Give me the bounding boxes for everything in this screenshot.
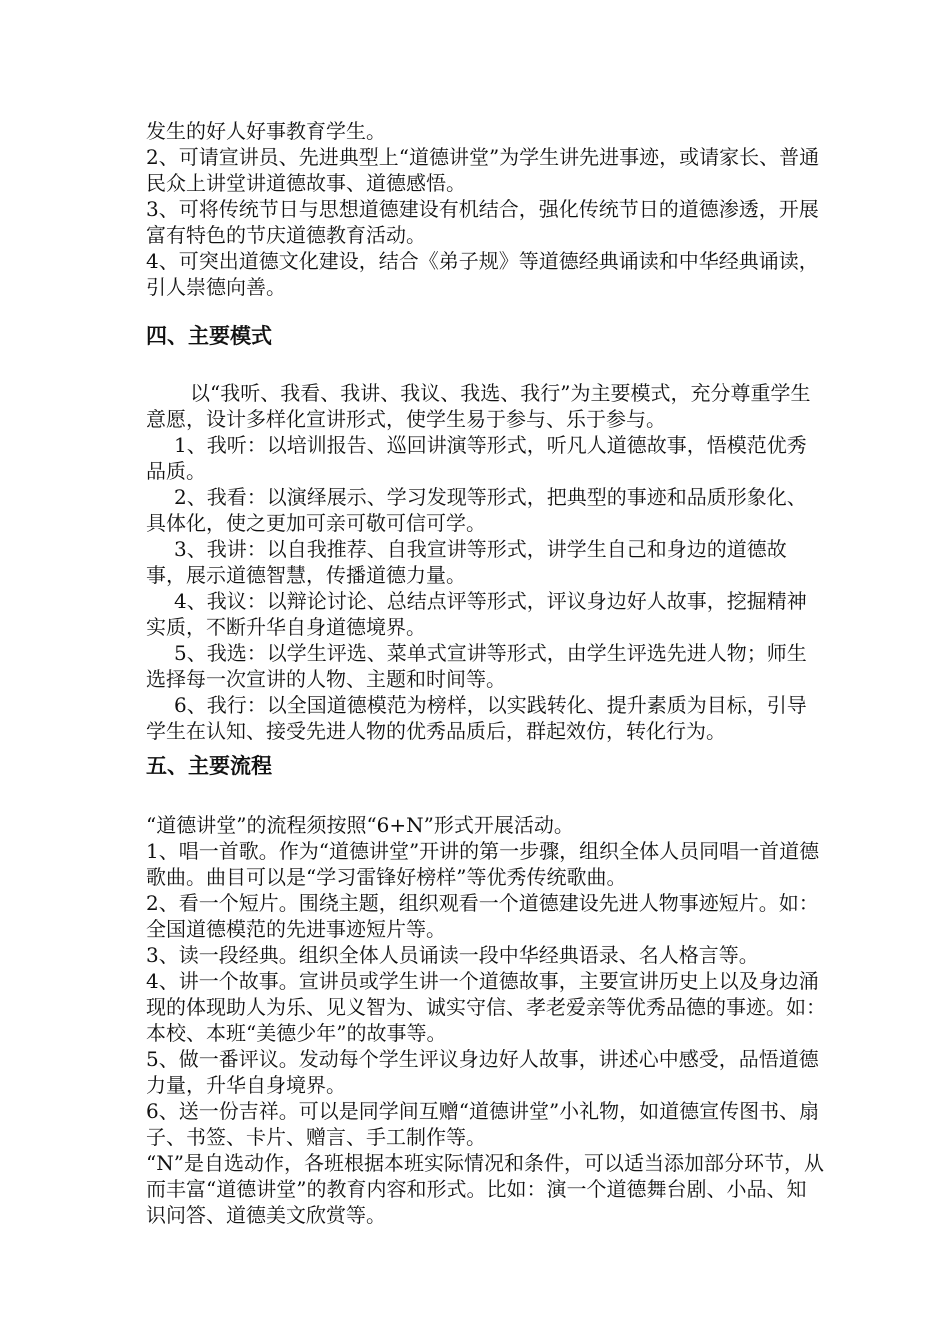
section4-heading: 四、主要模式 xyxy=(146,324,272,348)
paragraph: 3、可将传统节日与思想道德建设有机结合，强化传统节日的道德渗透，开展富有特色的节庆道德教育活动。 xyxy=(146,197,819,247)
list-item: 4、我议：以辩论讨论、总结点评等形式，评议身边好人故事，挖掘精神实质，不断升华自身道德境界。 xyxy=(146,589,807,639)
section5-heading: 五、主要流程 xyxy=(146,754,272,778)
list-item: 4、讲一个故事。宣讲员或学生讲一个道德故事，主要宣讲历史上以及身边涌现的体现助人为乐、见义智为、诚实守信、孝老爱亲等优秀品德的事迹。如：本校、本班“美德少年”的故事等。 xyxy=(146,969,826,1045)
list-item: 5、我选：以学生评选、菜单式宣讲等形式，由学生评选先进人物；师生选择每一次宣讲的人物、主题和时间等。 xyxy=(146,641,807,691)
paragraph: 发生的好人好事教育学生。 xyxy=(146,119,386,143)
list-item: 1、唱一首歌。作为“道德讲堂”开讲的第一步骤，组织全体人员同唱一首道德歌曲。曲目可以是“学习雷锋好榜样”等优秀传统歌曲。 xyxy=(146,839,820,889)
list-item: 6、送一份吉祥。可以是同学间互赠“道德讲堂”小礼物，如道德宣传图书、扇子、书签、卡片、赠言、手工制作等。 xyxy=(146,1099,820,1149)
list-item: 5、做一番评议。发动每个学生评议身边好人故事，讲述心中感受，品悟道德力量，升华自身境界。 xyxy=(146,1047,819,1097)
section3-tail xyxy=(146,118,826,300)
section4-body xyxy=(146,380,826,744)
list-item: 2、我看：以演绎展示、学习发现等形式，把典型的事迹和品质形象化、具体化，使之更加可亲可敬可信可学。 xyxy=(146,485,807,535)
list-item: 3、读一段经典。组织全体人员诵读一段中华经典语录、名人格言等。 xyxy=(146,943,759,967)
list-item: 6、我行：以全国道德模范为榜样，以实践转化、提升素质为目标，引导学生在认知、接受先进人物的优秀品质后，群起效仿，转化行为。 xyxy=(146,693,807,743)
section4-intro: 以“我听、我看、我讲、我议、我选、我行”为主要模式，充分尊重学生意愿，设计多样化宣讲形式，使学生易于参与、乐于参与。 xyxy=(146,381,811,431)
list-item: 1、我听：以培训报告、巡回讲演等形式，听凡人道德故事，悟模范优秀品质。 xyxy=(146,433,807,483)
section5-closing: “N”是自选动作，各班根据本班实际情况和条件，可以适当添加部分环节，从而丰富“道德讲堂”的教育内容和形式。比如：演一个道德舞台剧、小品、知识问答、道德美文欣赏等。 xyxy=(146,1151,824,1227)
section5-body xyxy=(146,812,826,1228)
list-item: 3、我讲：以自我推荐、自我宣讲等形式，讲学生自己和身边的道德故事，展示道德智慧，传播道德力量。 xyxy=(146,537,787,587)
paragraph: 2、可请宣讲员、先进典型上“道德讲堂”为学生讲先进事迹，或请家长、普通民众上讲堂讲道德故事、道德感悟。 xyxy=(146,145,820,195)
paragraph: 4、可突出道德文化建设，结合《弟子规》等道德经典诵读和中华经典诵读，引人崇德向善。 xyxy=(146,249,819,299)
list-item: 2、看一个短片。围绕主题，组织观看一个道德建设先进人物事迹短片。如：全国道德模范的先进事迹短片等。 xyxy=(146,891,819,941)
section5-intro: “道德讲堂”的流程须按照“6+N”形式开展活动。 xyxy=(146,813,574,837)
